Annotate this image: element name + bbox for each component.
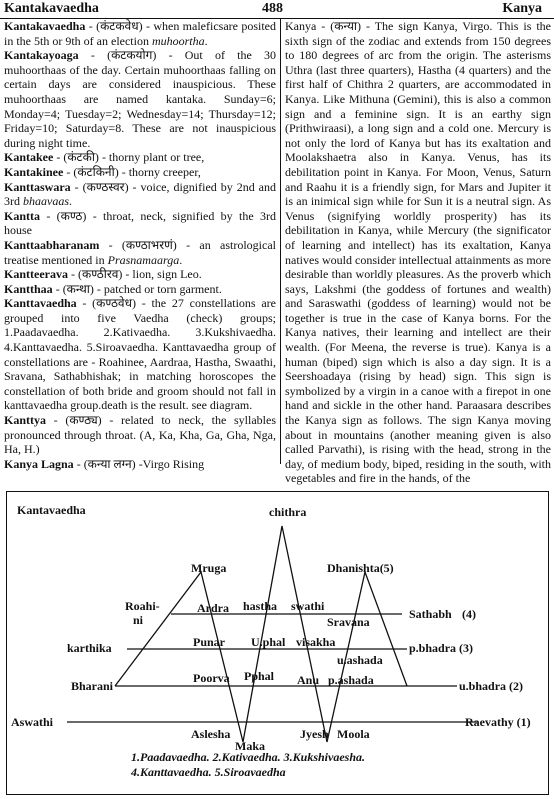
label-aslesha: Aslesha — [191, 727, 231, 741]
label-jyesh: Jyesh — [300, 727, 329, 741]
left-column — [4, 19, 276, 471]
entry-text: - lion, sign Leo. — [122, 267, 202, 282]
entry-text: - thorny plant or tree, — [98, 150, 205, 165]
entry-devanagari: (कन्या लग्न) — [83, 456, 136, 471]
header-left-term: Kantakavaedha — [4, 1, 99, 16]
entry-devanagari: (कण्ठीरव) — [77, 267, 123, 282]
entry-term: Kantakavaedha — [4, 19, 86, 33]
label-karthika: karthika — [67, 641, 112, 655]
page-header — [0, 0, 554, 20]
entry-term: Kanttya — [4, 413, 46, 428]
entry-text: -Virgo Rising — [135, 456, 205, 471]
label-ardra: Ardra — [197, 601, 229, 615]
label-n4: (4) — [462, 607, 476, 621]
entry-devanagari: (कंटकवेध) — [96, 19, 143, 33]
label-aswathi: Aswathi — [11, 715, 54, 729]
dictionary-entry: Kanya Lagna - (कन्या लग्न) -Virgo Rising — [4, 456, 205, 471]
entry-devanagari: (कण्ठस्वर) — [82, 179, 129, 194]
label-pashada: p.ashada — [328, 673, 374, 687]
dictionary-entry: Kantakinee - (कंटकिनी) - thorny creeper, — [4, 164, 201, 179]
label-hastha: hastha — [243, 599, 278, 613]
dictionary-entry: Kanttaswara - (कण्ठस्वर) - voice, dignified by 2nd and 3rd bhaavaas. — [4, 179, 276, 209]
entry-text: - Out of the 30 — [156, 48, 276, 63]
entry-term: Kanttaswara — [4, 179, 71, 194]
entry-term: Kantteerava — [4, 267, 68, 282]
label-pbhadra: p.bhadra (3) — [409, 641, 474, 655]
entry-italic: muhoortha — [151, 33, 205, 48]
right-column — [285, 19, 551, 486]
entry-text: - related to neck, the syllables pronounced through throat. (A, Ka, Kha, Ga, Gha, Nga, Ha, H.) — [4, 413, 276, 457]
entry-text: - voice, dignified by 2nd and 3rd — [4, 179, 276, 209]
label-sathabh: Sathabh — [409, 607, 452, 621]
entry-text: - an astrological treatise mentioned in — [4, 237, 276, 267]
label-raevathy: Raevathy (1) — [465, 715, 531, 729]
entry-devanagari: (कण्ठवेध) — [92, 296, 136, 311]
entry-devanagari: (कंटकी) — [63, 150, 99, 165]
page-number: 488 — [262, 1, 283, 16]
entry-term: Kantta — [4, 208, 40, 223]
dictionary-entry: Kantakee - (कंटकी) - thorny plant or tree, — [4, 150, 205, 165]
entry-text: - the 27 constellations are grouped into five Vaedha (check) groups; 1.Paadavaedha. 2.Kativaedha. 3.Kukshivaedha. 4.Kanttavaedha. 5.Siroavaedha. Kanttavaedha group of constellations are - Roahinee, Aardraa, Hastha, Swaathi, Sravana, Sathabhishak; in matching horoscopes the constellation of both bride and groom should not fall in kanttavaedha group.death is the result. see diagram. — [4, 296, 276, 413]
dictionary-entry: Kantakavaedha - (कंटकवेध) - when maleficsare posited in the 5th or 9th of an election muhoortha. — [4, 19, 276, 48]
dictionary-entry: Kanttavaedha - (कण्ठवेध) - the 27 constellations are grouped into five Vaedha (check) groups; 1.Paadavaedha. 2.Kativaedha. 3.Kukshivaedha. 4.Kanttavaedha. 5.Siroavaedha. Kanttavaedha group of constellations are - Roahinee, Aardraa, Hastha, Swaathi, Sravana, Sathabhishak; in matching horoscopes the constellation of both bride and groom should not fall in kanttavaedha group.death is the result. see diagram. — [4, 296, 276, 413]
label-roahini-2: ni — [133, 613, 144, 627]
entry-devanagari: (कन्था) — [62, 281, 94, 296]
label-sravana: Sravana — [327, 615, 370, 629]
label-swathi: swathi — [291, 599, 325, 613]
entry-term: Kantakinee — [4, 164, 64, 179]
entry-devanagari: (कंटकिनी) — [73, 164, 119, 179]
entry-text-rest: th or 9th of an election — [40, 33, 152, 48]
entry-term: Kantakee — [4, 150, 54, 165]
entry-term: Kanttaabharanam — [4, 237, 100, 252]
entry-text: - when maleficsare posited in the 5 — [4, 19, 276, 48]
label-uphal: U.phal — [251, 635, 286, 649]
entry-text-rest: muhoorthaas of the day. Certain muhoorthaas falling on certain days are considered inauspicious. These muhoorthaas are named kantaka. Sunday=6; Monday=4; Tuesday=2; Wednesday=14; Thursday=12; Friday=10; Saturday=8. These are not inauspicious during night time. — [4, 62, 276, 150]
entry-end: . — [204, 33, 208, 48]
dictionary-entry: Kantteerava - (कण्ठीरव) - lion, sign Leo. — [4, 267, 202, 282]
label-chithra: chithra — [269, 505, 307, 519]
label-mruga: Mruga — [191, 561, 227, 575]
entry-term: Kantakayoaga — [4, 48, 79, 63]
diagram-title: Kantavaedha — [17, 503, 86, 517]
label-ubhadra: u.bhadra (2) — [459, 679, 524, 693]
label-bharani: Bharani — [71, 679, 114, 693]
triangle-lines — [115, 526, 407, 742]
dictionary-entry: Kanttaabharanam - (कण्ठाभरणं) - an astrological treatise mentioned in Prasnamaarga. — [4, 237, 276, 267]
diagram-caption — [131, 750, 431, 780]
dictionary-entry: Kantthaa - (कन्था) - patched or torn garment. — [4, 281, 222, 296]
entry-end: . — [179, 252, 183, 267]
entry-term: Kanttavaedha — [4, 296, 77, 311]
entry-italic: Prasnamaarga — [107, 252, 180, 267]
dictionary-entry: Kantta - (कण्ठ) - throat, neck, signified by the 3rd house — [4, 208, 276, 238]
header-right-term: Kanya — [502, 1, 542, 16]
kanya-entry: Kanya - (कन्या) - The sign Kanya, Virgo. This is the sixth sign of the zodiac and extends from 150 degrees to 180 degrees of arc from the origin. The asterisms Uthra (last three quarters), Hastha (4 quarters) and the first half of Chithra 2 quarters, are accommodated in Kanya. Like Mithuna (Gemini), this is also a common sign and a feminine sign. It is an earthy sign (Prithwiraasi), a long sign and a cold one. Mercury is not only the lord of Kanya but has its exaltation and Moolakshaetra also in Kanya. Venus, has its debilitation point in Kanya. For Moon, Venus, Saturn and Raahu it is a friendly sign, for Mars and Jupiter it is an inimical sign while for Sun it is a neutral sign. As Venus (signifying worldly prosperity) has its debilitation in Kanya, while Mercury (the significator of learning and intellect) has its exaltation, Kanya natives would consider intellectual attainments as more desirable than worldly pleasures. As the proverb which says, Lakshmi (the goddess of fortunes and wealth) and Saraswathi (goddess of learning) would not be together is true in the case of Kanya borns. For the Kanya natives, their learning and intellect are their wealth. (For Meena, the reverse is true). Kanya is a human (biped) sign which is also a day sign. It is a Seershoadaya (rising by head) sign. This sign is symbolized by a virgin in a canoe with a firepot in one hand and sickle in the other hand. Paraasara describes the Kanya sign as follows. The sign Kanya moving about in mountains (another meaning given is also called Parvathi), is rising with the head, strong in the day, of medium body, biped, residing in the south, with vegetables and fire in the hands, of the — [285, 19, 551, 486]
label-dhanishta: Dhanishta(5) — [327, 561, 394, 575]
entry-term: Kanya Lagna — [4, 456, 74, 471]
entry-text: - thorny creeper, — [118, 164, 201, 179]
entry-text: - patched or torn garment. — [93, 281, 222, 296]
label-poorva: Poorva — [193, 671, 230, 685]
entry-devanagari: (कंटकयोग) — [107, 48, 157, 63]
label-maka: Maka — [235, 739, 265, 753]
label-pphal: Pphal — [244, 669, 275, 683]
label-roahini-1: Roahi- — [125, 599, 160, 613]
column-divider — [280, 19, 281, 464]
entry-devanagari: (कण्ठ) — [56, 208, 87, 223]
entry-italic: bhaavaas — [23, 194, 69, 209]
entry-end: . — [69, 194, 72, 209]
caption-line-1: 1.Paadavaedha. 2.Kativaedha. 3.Kukshivaesha. — [131, 750, 366, 764]
dictionary-entry: Kanttya - (कण्ठ्य) - related to neck, the syllables pronounced through throat. (A, Ka, Kha, Ga, Gha, Nga, Ha, H.) — [4, 413, 276, 457]
entry-devanagari: (कण्ठ्य) — [65, 413, 102, 428]
label-moola: Moola — [337, 727, 370, 741]
label-uashada: u.ashada — [337, 653, 383, 667]
label-punar: Punar — [193, 635, 226, 649]
diagram-svg — [7, 492, 548, 794]
kantavaedha-diagram — [6, 491, 549, 795]
entry-term: Kantthaa — [4, 281, 53, 296]
caption-line-2: 4.Kanttavaedha. 5.Siroavaedha — [131, 765, 286, 779]
label-anu: Anu — [297, 673, 320, 687]
entry-text: - throat, neck, signified by the 3rd house — [4, 208, 276, 238]
entry-devanagari: (कण्ठाभरणं) — [121, 237, 177, 252]
label-visakha: visakha — [296, 635, 336, 649]
dictionary-entry: Kantakayoaga - (कंटकयोग) - Out of the 30 muhoorthaas of the day. Certain muhoorthaas falling on certain days are considered inauspicious. These muhoorthaas are named kantaka. Sunday=6; Monday=4; Tuesday=2; Wednesday=14; Thursday=12; Friday=10; Saturday=8. These are not inauspicious during night time. — [4, 48, 276, 150]
